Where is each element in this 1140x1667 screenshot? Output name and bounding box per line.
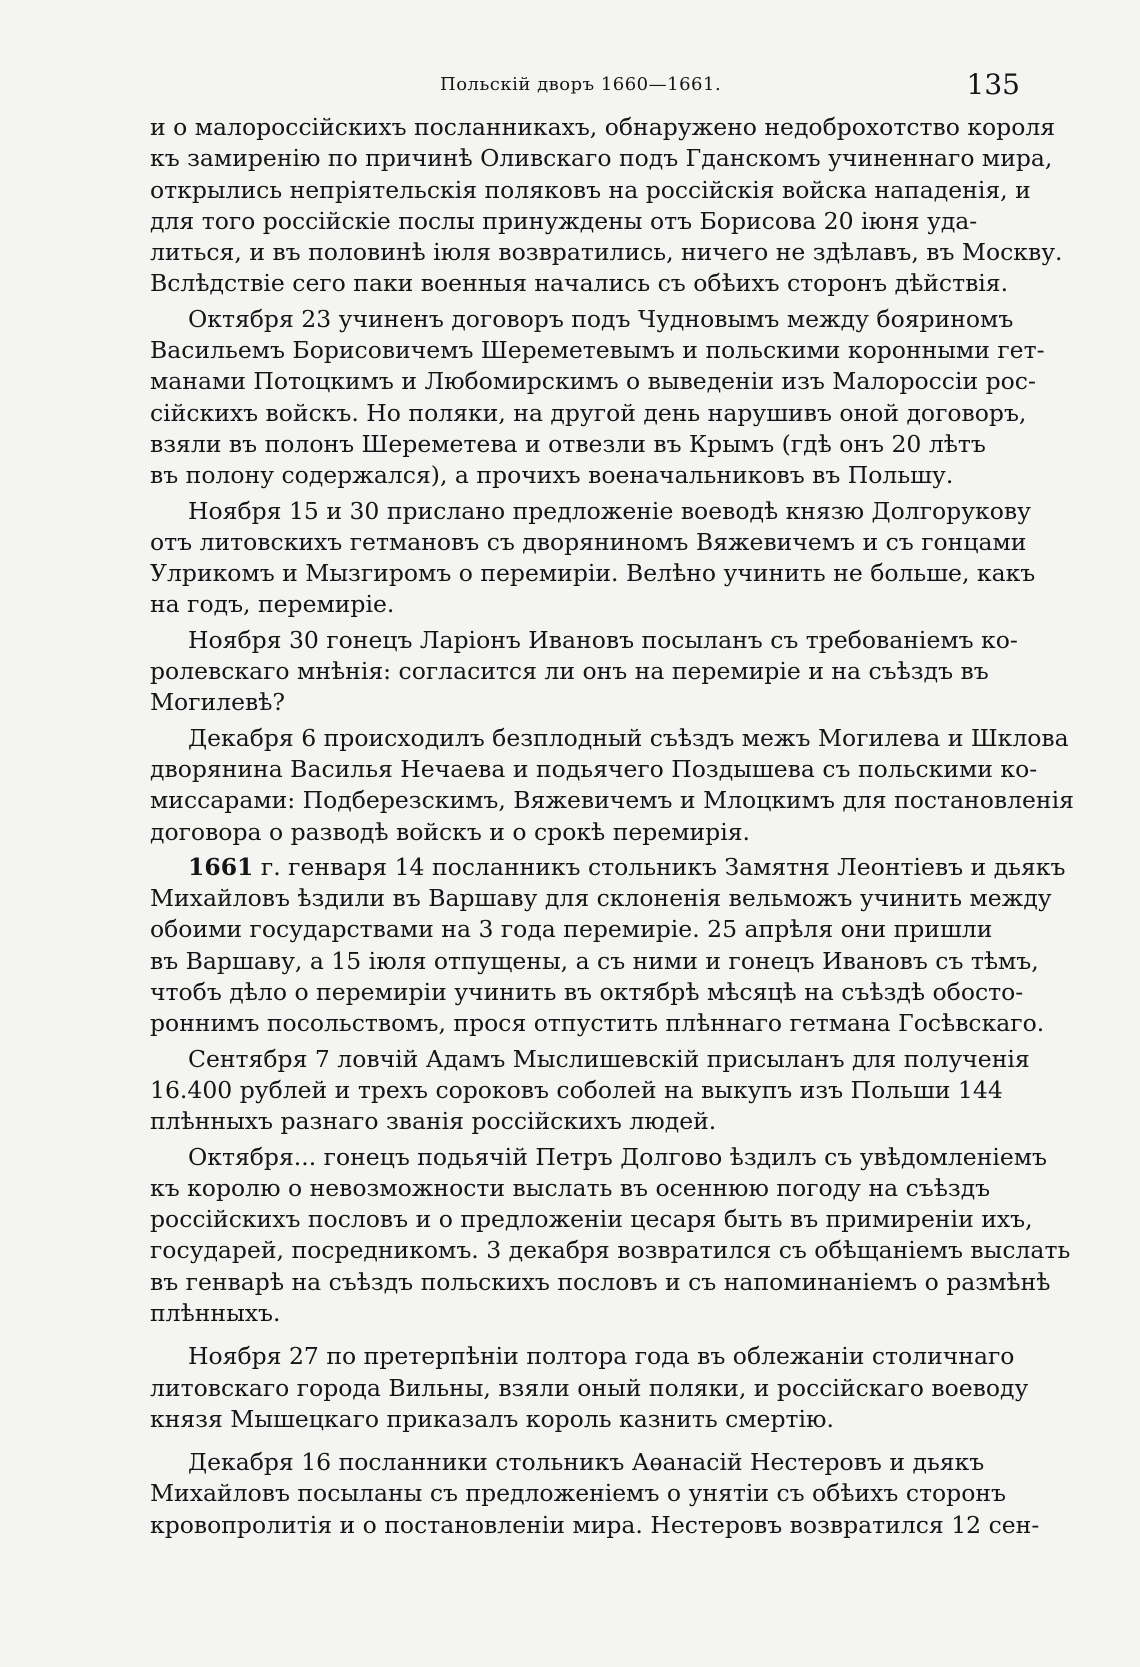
paragraph	[150, 496, 1036, 621]
text-line: открылись непріятельскія поляковъ на россійскія войска нападенія, и	[150, 175, 1031, 204]
text-line: и о малороссійскихъ посланникахъ, обнаружено недоброхотство короля	[150, 113, 1056, 141]
paragraph	[150, 625, 1020, 719]
page-header	[150, 68, 1020, 108]
text-line: въ Варшаву, а 15 іюля отпущены, а съ ними и гонецъ Ивановъ съ тѣмъ,	[150, 946, 1039, 975]
text-line: взяли въ полонъ Шереметева и отвезли въ Крымъ (гдѣ онъ 20 лѣтъ	[150, 429, 986, 458]
paragraph	[150, 1142, 1071, 1330]
text-line: договора о разводѣ войскъ и о срокѣ перемирія.	[150, 817, 751, 846]
text-line: манами Потоцкимъ и Любомирскимъ о выведеніи изъ Малороссіи рос-	[150, 367, 1036, 396]
text-line: отъ литовскихъ гетмановъ съ дворяниномъ Вяжевичемъ и съ гонцами	[150, 527, 1027, 556]
text-line: кровопролитія и о постановленіи мира. Нестеровъ возвратился 12 сен-	[150, 1510, 1040, 1539]
text-line: дворянина Василья Нечаева и подьячего Поздышева съ польскими ко-	[150, 754, 1038, 783]
text-line-rest: г. генваря 14 посланникъ стольникъ Замятня Леонтіевъ и дьякъ	[253, 852, 1066, 881]
text-line: Октября... гонецъ подьячій Петръ Долгово ѣздилъ съ увѣдомленіемъ	[188, 1142, 1048, 1171]
text-line: Ноября 15 и 30 прислано предложеніе воеводѣ князю Долгорукову	[188, 496, 1031, 525]
text-line: Вслѣдствіе сего паки военныя начались съ обѣихъ сторонъ дѣйствія.	[150, 269, 1009, 298]
text-line: князя Мышецкаго приказалъ король казнить смертію.	[150, 1404, 834, 1433]
text-line: обоими государствами на 3 года перемиріе. 25 апрѣля они пришли	[150, 915, 993, 944]
text-line: Могилевѣ?	[150, 688, 286, 717]
text-line: литься, и въ половинѣ іюля возвратились, ничего не здѣлавъ, въ Москву.	[150, 238, 1063, 267]
paragraph	[150, 304, 1045, 492]
text-line: Михайловъ посыланы съ предложеніемъ о унятіи съ обѣихъ сторонъ	[150, 1479, 1006, 1508]
paragraph	[150, 1341, 1029, 1435]
text-line: Декабря 16 посланники стольникъ Аѳанасій Нестеровъ и дьякъ	[188, 1448, 985, 1477]
text-line: государей, посредникомъ. 3 декабря возвратился съ обѣщаніемъ выслать	[150, 1236, 1071, 1265]
text-line: Ноября 30 гонецъ Ларіонъ Ивановъ посыланъ съ требованіемъ ко-	[188, 625, 1018, 654]
text-line: Декабря 6 происходилъ безплодный съѣздъ межъ Могилева и Шклова	[188, 723, 1069, 752]
text-line: къ королю о невозможности выслать въ осеннюю погоду на съѣздъ	[150, 1173, 991, 1202]
text-line: чтобъ дѣло о перемиріи учинить въ октябрѣ мѣсяцѣ на съѣздѣ обосто-	[150, 978, 1024, 1007]
text-line: къ замиренію по причинѣ Оливскаго подъ Гданскомъ учиненнаго мира,	[150, 144, 1053, 173]
text-line: плѣнныхъ разнаго званія россійскихъ людей.	[150, 1107, 717, 1136]
text-line: сійскихъ войскъ. Но поляки, на другой день нарушивъ оной договоръ,	[150, 398, 1027, 427]
text-line: въ генварѣ на съѣздъ польскихъ пословъ и съ напоминаніемъ о размѣнѣ	[150, 1267, 1051, 1296]
text-line: въ полону содержался), а прочихъ военачальниковъ въ Польшу.	[150, 461, 954, 490]
year-label: 1661	[188, 852, 254, 881]
text-line: плѣнныхъ.	[150, 1298, 281, 1327]
text-line: литовскаго города Вильны, взяли оный поляки, и россійскаго воеводу	[150, 1373, 1029, 1402]
text-line: Михайловъ ѣздили въ Варшаву для склоненія вельможъ учинить между	[150, 884, 1052, 913]
text-line: россійскихъ пословъ и о предложеніи цесаря быть въ примиреніи ихъ,	[150, 1205, 1033, 1234]
paragraph	[150, 1044, 1030, 1138]
text-line: Улрикомъ и Мызгиромъ о перемиріи. Велѣно учинить не больше, какъ	[150, 559, 1036, 588]
page-number: 135	[966, 68, 1020, 101]
paragraph	[150, 723, 1074, 848]
text-line: роннимъ посольствомъ, прося отпустить плѣннаго гетмана Госѣвскаго.	[150, 1009, 1045, 1038]
text-line: 16.400 рублей и трехъ сороковъ соболей на выкупъ изъ Польши 144	[150, 1075, 1003, 1104]
text-line	[150, 852, 1066, 883]
text-line: Сентября 7 ловчій Адамъ Мыслишевскій присыланъ для полученія	[188, 1044, 1030, 1073]
running-title: Польскій дворъ 1660—1661.	[440, 74, 722, 95]
text-line: миссарами: Подберезскимъ, Вяжевичемъ и Млоцкимъ для постановленія	[150, 786, 1074, 815]
text-line: Октября 23 учиненъ договоръ подъ Чудновымъ между бояриномъ	[188, 304, 1014, 333]
text-line: ролевскаго мнѣнія: согласится ли онъ на перемиріе и на съѣздъ въ	[150, 657, 989, 686]
body-text	[150, 112, 1074, 1541]
text-line: Васильемъ Борисовичемъ Шереметевымъ и польскими коронными гет-	[150, 336, 1045, 365]
paragraph	[150, 852, 1066, 1040]
paragraph	[150, 1447, 1040, 1541]
text-line: на годъ, перемиріе.	[150, 590, 395, 619]
text-line: для того россійскіе послы принуждены отъ Борисова 20 іюня уда-	[150, 206, 978, 235]
text-line: Ноября 27 по претерпѣніи полтора года въ облежаніи столичнаго	[188, 1342, 1015, 1371]
paragraph	[150, 112, 1063, 300]
